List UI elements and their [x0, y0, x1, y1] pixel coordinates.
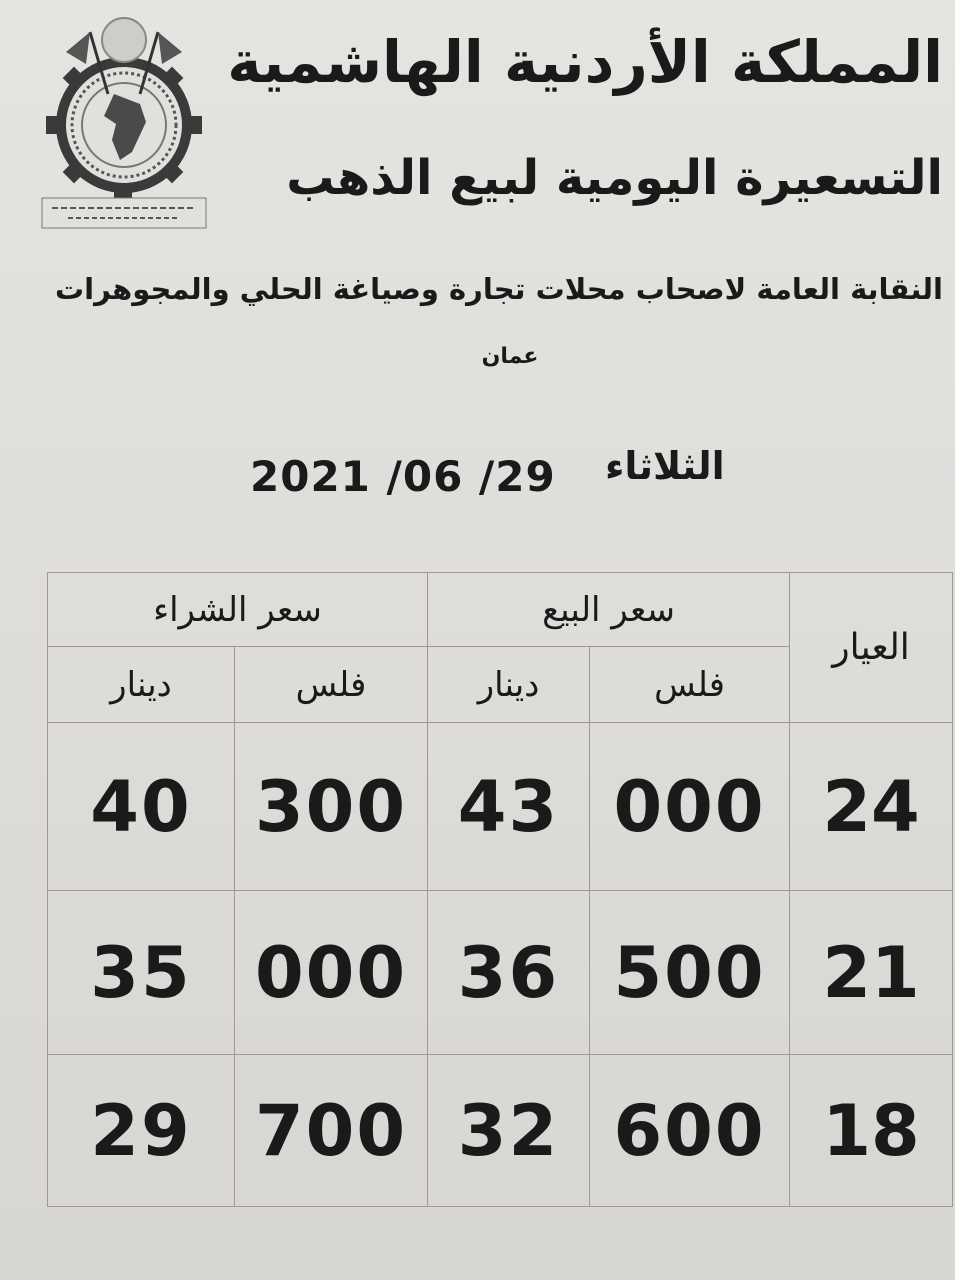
sell-fils-cell: 000 — [590, 723, 790, 891]
buy-fils-cell: 000 — [235, 891, 428, 1055]
buy-price-header: سعر الشراء — [48, 573, 428, 647]
sell-price-header: سعر البيع — [428, 573, 790, 647]
country-title: المملكة الأردنية الهاشمية — [227, 28, 943, 96]
sell-fils-header: فلس — [590, 647, 790, 723]
sell-fils-cell: 600 — [590, 1055, 790, 1207]
day-name: الثلاثاء — [605, 444, 725, 488]
karat-header: العيار — [790, 573, 953, 723]
sell-fils-cell: 500 — [590, 891, 790, 1055]
sell-dinar-cell: 32 — [428, 1055, 590, 1207]
buy-dinar-cell: 35 — [48, 891, 235, 1055]
date-text: 2021 /06 /29 — [250, 452, 556, 501]
association-name: النقابة العامة لاصحاب محلات تجارة وصياغة الحلي والمجوهرات — [55, 272, 943, 306]
karat-cell: 21 — [790, 891, 953, 1055]
buy-dinar-cell: 40 — [48, 723, 235, 891]
buy-fils-cell: 700 — [235, 1055, 428, 1207]
table-row — [48, 723, 953, 891]
sell-dinar-header: دينار — [428, 647, 590, 723]
pricing-subtitle: التسعيرة اليومية لبيع الذهب — [286, 150, 943, 206]
buy-dinar-cell: 29 — [48, 1055, 235, 1207]
syndicate-emblem-icon — [28, 12, 218, 234]
sell-dinar-cell: 36 — [428, 891, 590, 1055]
buy-dinar-header: دينار — [48, 647, 235, 723]
karat-cell: 24 — [790, 723, 953, 891]
city-name: عمان — [481, 344, 539, 369]
table-header-row — [48, 573, 953, 647]
table-row — [48, 1055, 953, 1207]
gold-price-table — [47, 572, 953, 1207]
table-row — [48, 891, 953, 1055]
buy-fils-header: فلس — [235, 647, 428, 723]
sell-dinar-cell: 43 — [428, 723, 590, 891]
buy-fils-cell: 300 — [235, 723, 428, 891]
karat-cell: 18 — [790, 1055, 953, 1207]
